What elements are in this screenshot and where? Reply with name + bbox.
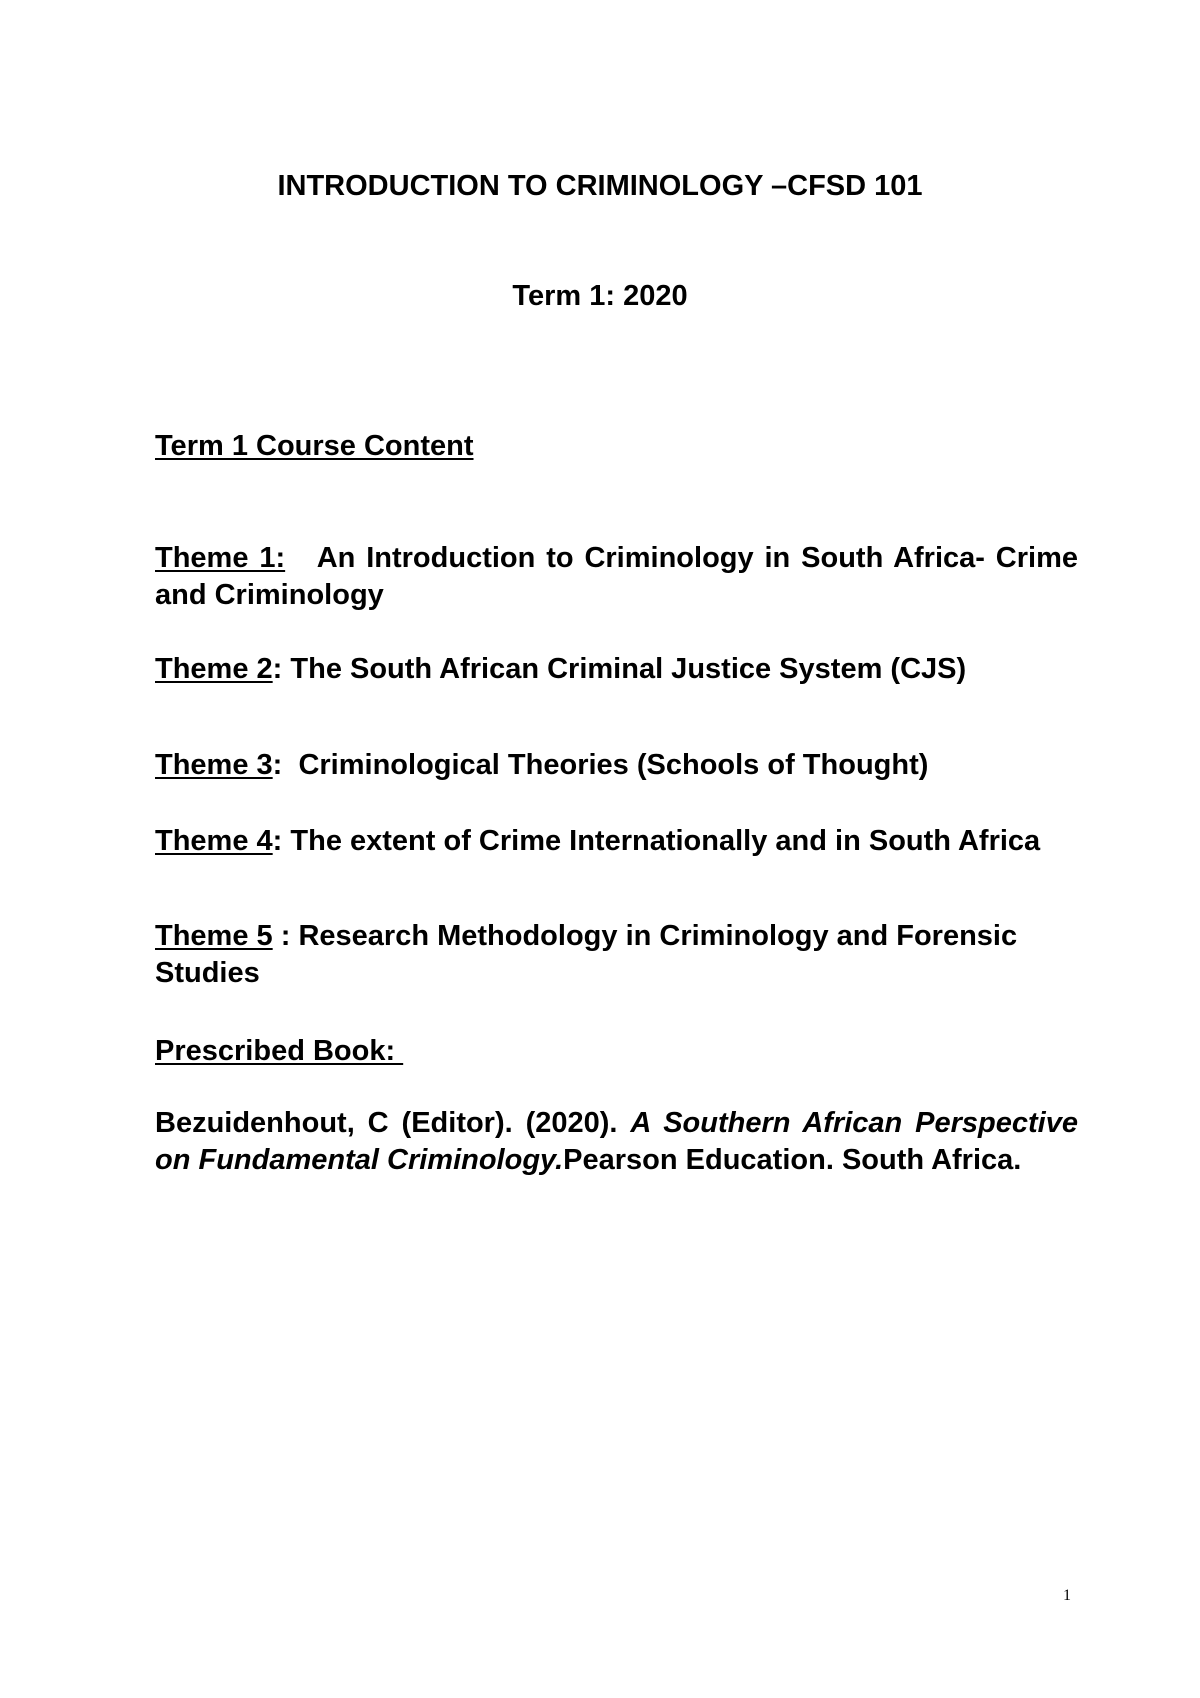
theme-2-label: Theme 2 bbox=[155, 653, 273, 685]
theme-4-text: The extent of Crime Internationally and in South Africa bbox=[290, 825, 1041, 857]
reference-publisher: Pearson Education. South Africa. bbox=[563, 1144, 1022, 1176]
document-title: INTRODUCTION TO CRIMINOLOGY –CFSD 101 bbox=[277, 170, 923, 202]
theme-1-text: An Introduction to Criminology in South Africa- Crime and Criminology bbox=[155, 542, 1078, 611]
term-label: Term 1: 2020 bbox=[512, 280, 688, 312]
page-number: 1 bbox=[1063, 1587, 1071, 1604]
theme-5-text: Research Methodology in Criminology and Forensic Studies bbox=[155, 920, 1018, 989]
prescribed-book-heading: Prescribed Book: bbox=[155, 1035, 404, 1067]
book-reference bbox=[155, 1105, 1078, 1179]
course-content-heading: Term 1 Course Content bbox=[155, 430, 474, 462]
theme-4: Theme 4: The extent of Crime Internationally and in South Africa bbox=[155, 825, 1041, 857]
theme-1 bbox=[155, 540, 1078, 614]
theme-2: Theme 2: The South African Criminal Justice System (CJS) bbox=[155, 653, 967, 685]
theme-3-text: Criminological Theories (Schools of Thought) bbox=[298, 749, 929, 781]
theme-5: Theme 5 : Research Methodology in Criminology and Forensic Studies bbox=[155, 920, 1018, 989]
theme-5-label: Theme 5 bbox=[155, 920, 273, 952]
theme-1-label: Theme 1: bbox=[155, 542, 286, 574]
theme-2-text: The South African Criminal Justice System (CJS) bbox=[290, 653, 967, 685]
reference-title: A Southern African Perspective on Fundamental Criminology. bbox=[155, 1107, 1078, 1176]
theme-3-label: Theme 3 bbox=[155, 749, 273, 781]
theme-3: Theme 3: Criminological Theories (Schools of Thought) bbox=[155, 749, 929, 781]
theme-4-label: Theme 4 bbox=[155, 825, 273, 857]
reference-authors: Bezuidenhout, C (Editor). (2020). bbox=[155, 1107, 631, 1139]
